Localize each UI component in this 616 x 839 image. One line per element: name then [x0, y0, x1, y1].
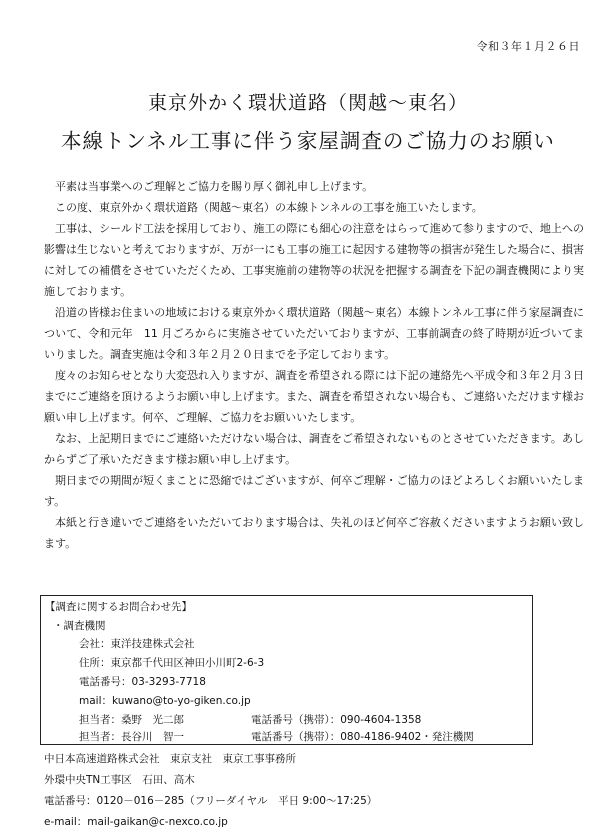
staff-phone: 電話番号（携帯）：090-4604-1358	[251, 714, 422, 726]
body-paragraph: 期日までの期間が短くまことに恐縮ではございますが、何卒ご理解・ご協力のほどよろしくお願いいたします。	[44, 474, 584, 508]
title-line-1: 東京外かく環状道路（関越～東名）	[147, 92, 468, 114]
footer-contact	[44, 749, 377, 833]
document-date: 令和３年１月２６日	[476, 40, 580, 53]
footer-org: 中日本高速道路株式会社 東京支社 東京工事事務所	[44, 753, 296, 765]
contact-mail: mail：kuwano@to-yo-giken.co.jp	[79, 695, 251, 707]
title-line-2: 本線トンネル工事に伴う家屋調査のご協力のお願い	[61, 129, 555, 153]
body-paragraph: この度、東京外かく環状道路（関越～東名）の本線トンネルの工事を施工いたします。	[55, 201, 483, 214]
footer-office: 外環中央TN工事区 石田、高木	[44, 774, 195, 786]
footer-phone: 電話番号：0120－016－285（フリーダイヤル 平日 9:00～17:25）	[44, 795, 378, 807]
body-paragraph: 沿道の皆様お住まいの地域における東京外かく環状道路（関越～東名）本線トンネル工事に伴う家屋調査について、令和元年 11 月ごろからに実施させていただいておりますが、工事前調査の終了時期が近づいてまいりました。調査実施は令和３年２月２０日までを予定しております。	[44, 306, 584, 361]
staff-name: 担当者：桑野 光二郎	[79, 714, 184, 726]
staff-name: 担当者：長谷川 智一	[79, 731, 184, 743]
contact-box-title: 【調査に関するお問合わせ先】	[45, 601, 192, 613]
contact-box-subtitle: ・調査機関	[53, 620, 106, 632]
contact-address: 住所：東京都千代田区神田小川町2-6-3	[79, 657, 265, 669]
staff-phone: 電話番号（携帯）：080-4186-9402・発注機関	[251, 731, 474, 743]
contact-phone: 電話番号：03-3293-7718	[79, 676, 206, 688]
body-paragraph: 工事は、シールド工法を採用しており、施工の際にも細心の注意をはらって進めて参りますので、地上への影響は生じないと考えておりますが、万が一にも工事の施工に起因する建物等の損害が発生した場合に、損害に対しての補償をさせていただくため、工事実施前の建物等の状況を把握する調査を下記の調査機関により実施しております。	[44, 222, 584, 298]
body-paragraph: 度々のお知らせとなり大変恐れ入りますが、調査を希望される際には下記の連絡先へ平成令和３年２月３日までにご連絡を頂けるようお願い申し上げます。また、調査を希望されない場合も、ご連絡いただけます様お願い申し上げます。何卒、ご理解、ご協力をお願いいたします。	[44, 369, 584, 424]
letter-body	[44, 176, 584, 554]
staff-row	[79, 728, 519, 747]
body-paragraph: 平素は当事業へのご理解とご協力を賜り厚く御礼申し上げます。	[55, 180, 374, 193]
footer-email: e-mail：mail-gaikan@c-nexco.co.jp	[44, 816, 228, 828]
contact-company: 会社：東洋技建株式会社	[79, 638, 195, 650]
body-paragraph: 本紙と行き違いでご連絡をいただいております場合は、失礼のほど何卒ご容赦くださいますようお願い致します。	[44, 516, 584, 550]
body-paragraph: なお、上記期日までにご連絡いただけない場合は、調査をご希望されないものとさせていただきます。あしからずご了承いただきます様お願い申し上げます。	[44, 432, 584, 466]
contact-box	[40, 595, 533, 745]
